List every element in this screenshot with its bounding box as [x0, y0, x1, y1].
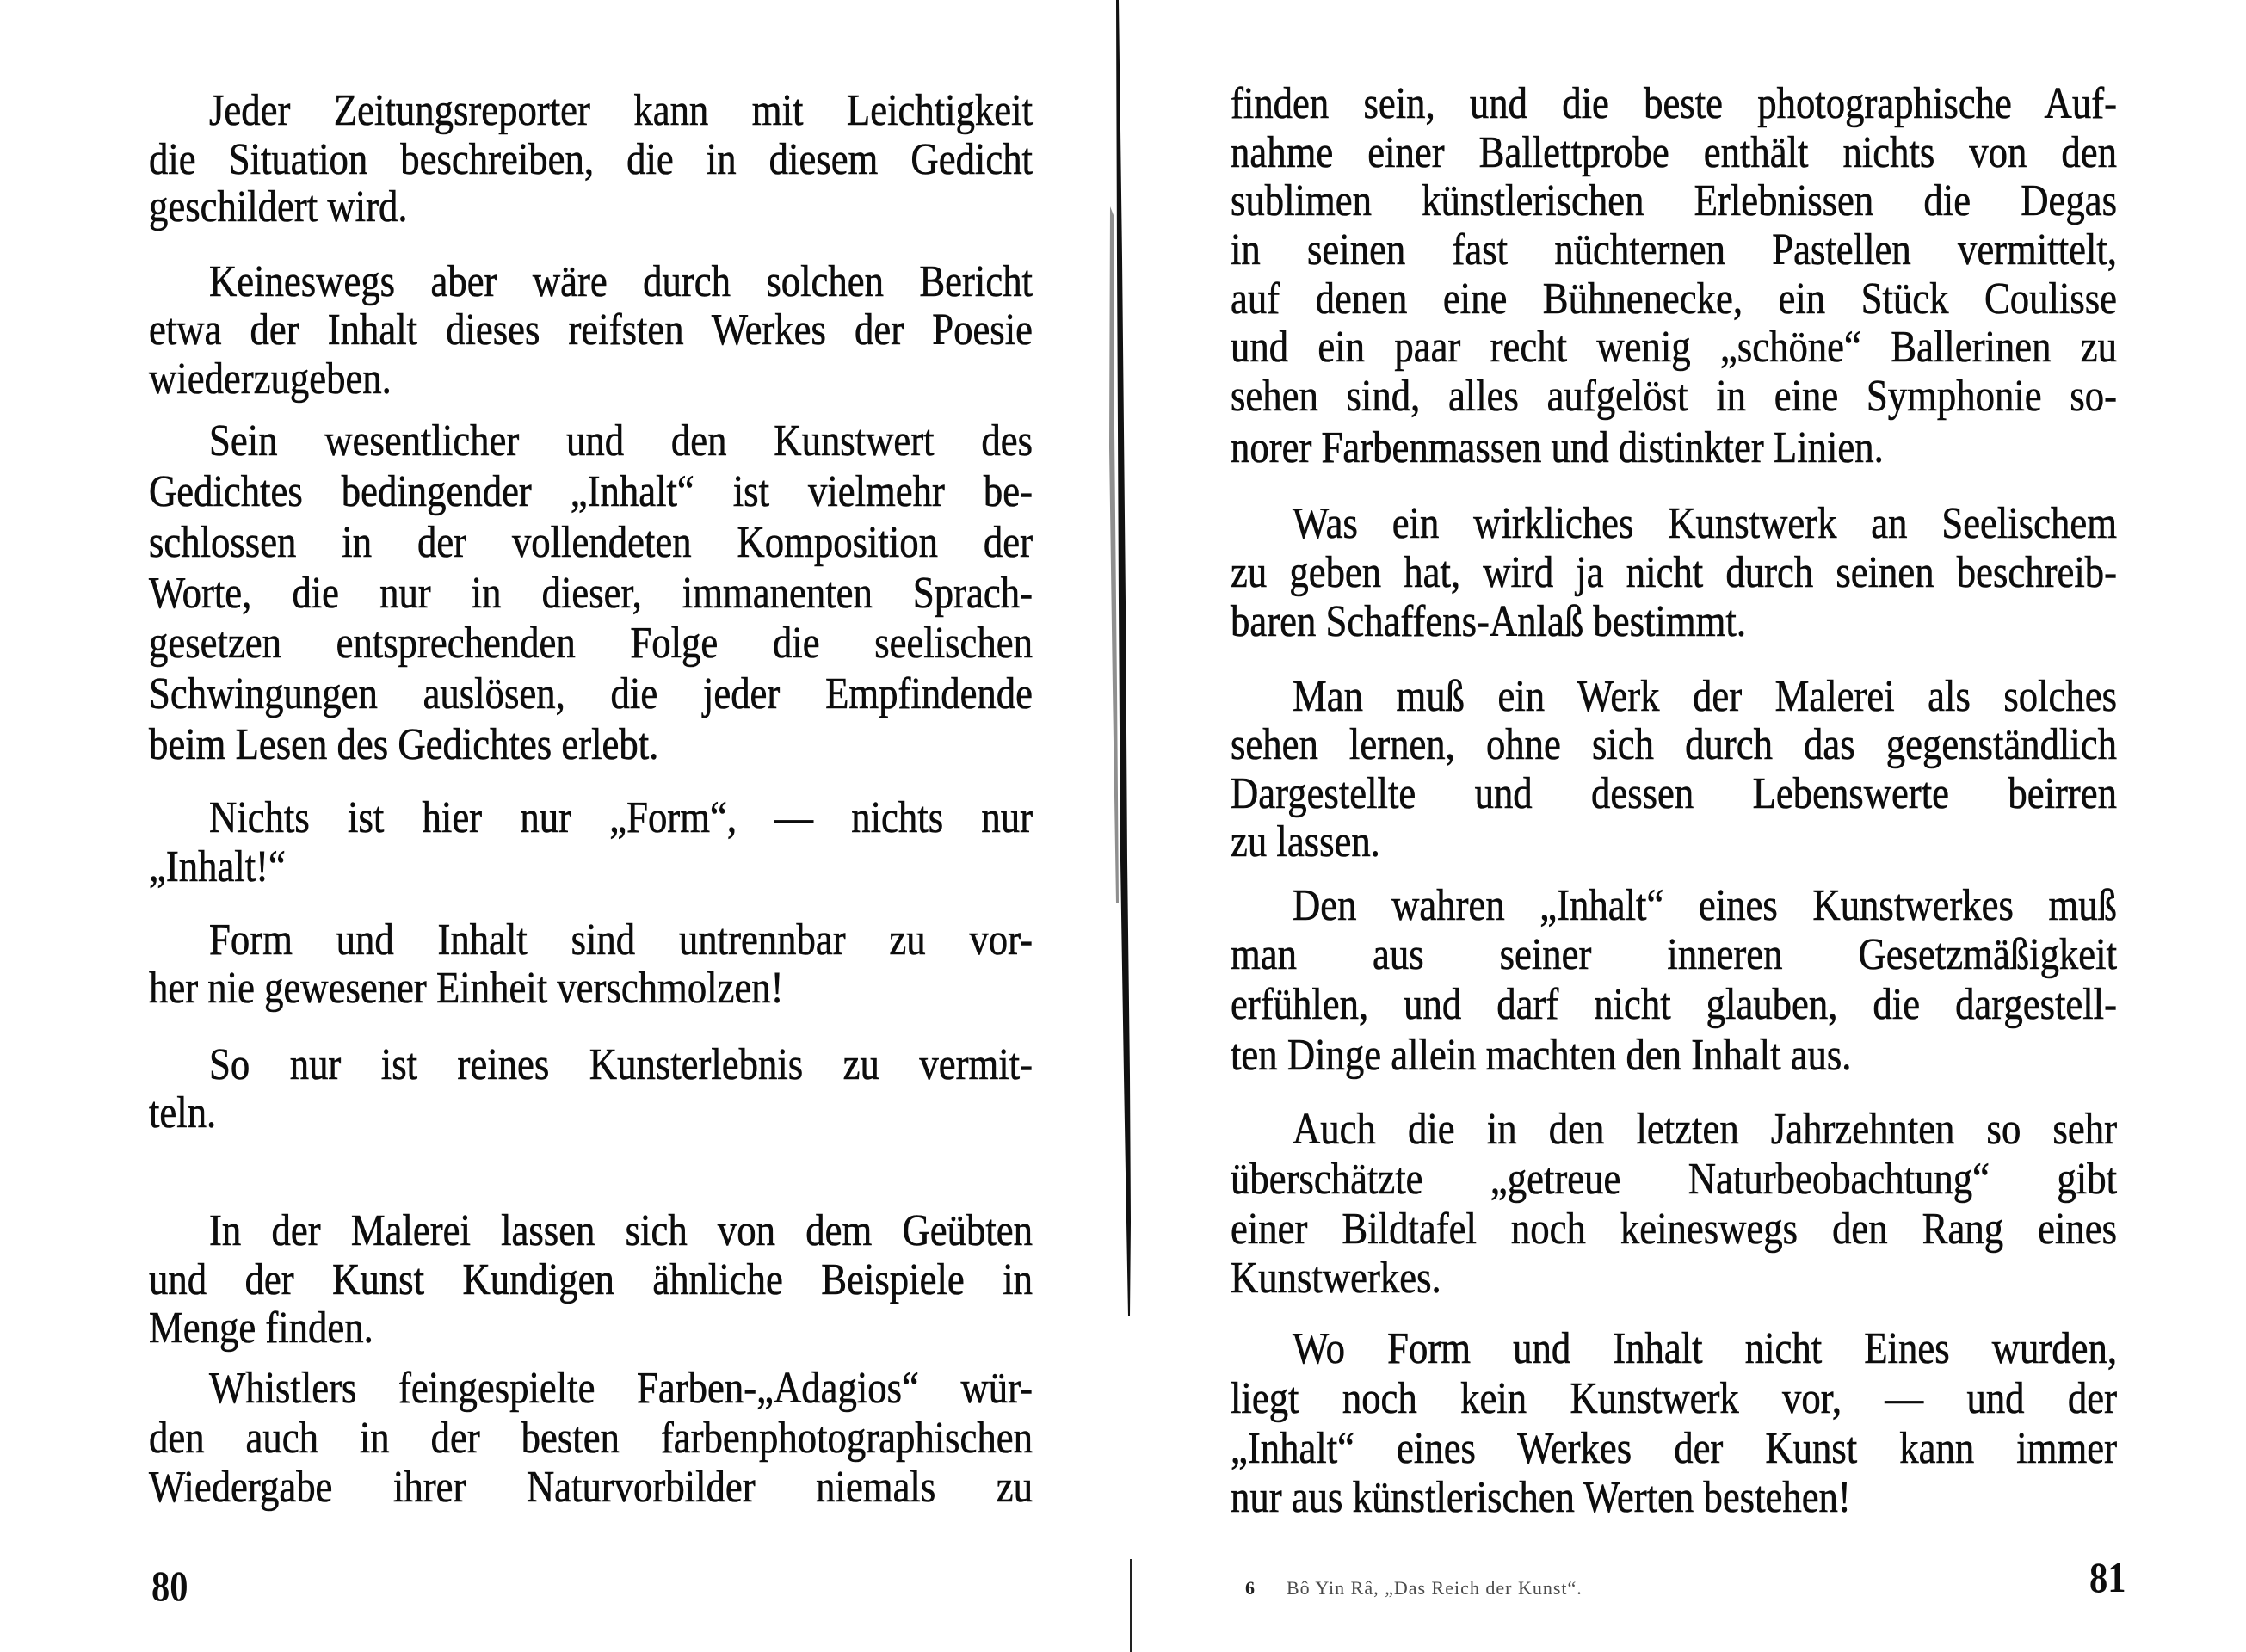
text-line: ten Dinge allein machten den Inhalt aus.	[1231, 1031, 1852, 1080]
text-line: baren Schaffens-Anlaß bestimmt.	[1231, 597, 1747, 646]
text-line: sublimen künstlerischen Erlebnissen die Degas	[1231, 176, 2117, 225]
text-line: Dargestellte und dessen Lebenswerte beirren	[1231, 769, 2117, 818]
text-line: und der Kunst Kundigen ähnliche Beispiele in	[149, 1255, 1033, 1304]
text-line: nahme einer Ballettprobe enthält nichts von den	[1231, 128, 2117, 177]
text-line: geschildert wird.	[149, 182, 408, 231]
page-number-left: 80	[151, 1562, 188, 1610]
text-line: Man muß ein Werk der Malerei als solches	[1293, 672, 2117, 721]
footnote-mark: 6	[1245, 1577, 1256, 1599]
text-line: Kunstwerkes.	[1231, 1254, 1441, 1303]
text-line: Was ein wirkliches Kunstwerk an Seelischem	[1293, 499, 2117, 548]
text-line: wiederzugeben.	[149, 354, 392, 404]
text-line: sehen sind, alles aufgelöst in eine Symphonie so-	[1231, 372, 2117, 421]
text-line: So nur ist reines Kunsterlebnis zu vermit-	[209, 1040, 1033, 1089]
text-line: Wiedergabe ihrer Naturvorbilder niemals zu	[149, 1463, 1033, 1512]
text-line: zu geben hat, wird ja nicht durch seinen beschreib-	[1231, 548, 2117, 597]
text-line: zu lassen.	[1231, 817, 1380, 866]
page-number-right: 81	[2089, 1553, 2126, 1601]
text-line: Sein wesentlicher und den Kunstwert des	[209, 416, 1033, 465]
footnote	[1245, 1578, 1583, 1599]
text-line: beim Lesen des Gedichtes erlebt.	[149, 720, 659, 769]
text-line: Keineswegs aber wäre durch solchen Bericht	[209, 257, 1033, 306]
footnote-text: Bô Yin Râ, „Das Reich der Kunst“.	[1287, 1577, 1583, 1599]
text-line: auf denen eine Bühnenecke, ein Stück Coulisse	[1231, 274, 2117, 324]
text-line: Whistlers feingespielte Farben-„Adagios“ wür-	[209, 1364, 1033, 1413]
text-line: Auch die in den letzten Jahrzehnten so sehr	[1293, 1105, 2117, 1154]
text-line: liegt noch kein Kunstwerk vor, — und der	[1231, 1374, 2117, 1423]
text-line: sehen lernen, ohne sich durch das gegenständlich	[1231, 720, 2117, 769]
text-line: Gedichtes bedingender „Inhalt“ ist vielmehr be-	[149, 467, 1033, 516]
text-line: einer Bildtafel noch keineswegs den Rang eines	[1231, 1205, 2117, 1254]
text-line: „Inhalt“ eines Werkes der Kunst kann immer	[1231, 1424, 2117, 1473]
text-line: schlossen in der vollendeten Komposition der	[149, 518, 1033, 567]
text-line: den auch in der besten farbenphotographischen	[149, 1414, 1033, 1463]
text-line: Schwingungen auslösen, die jeder Empfindende	[149, 669, 1033, 718]
text-line: nur aus künstlerischen Werten bestehen!	[1231, 1473, 1851, 1522]
text-line: norer Farbenmassen und distinkter Linien.	[1231, 423, 1884, 472]
text-line: und ein paar recht wenig „schöne“ Ballerinen zu	[1231, 323, 2117, 372]
text-line: finden sein, und die beste photographische Auf-	[1231, 79, 2117, 128]
text-line: in seinen fast nüchternen Pastellen vermittelt,	[1231, 225, 2117, 274]
text-line: überschätzte „getreue Naturbeobachtung“ gibt	[1231, 1155, 2117, 1204]
text-line: die Situation beschreiben, die in diesem Gedicht	[149, 135, 1033, 184]
left-page	[0, 0, 1119, 1652]
text-line: teln.	[149, 1088, 217, 1137]
text-line: her nie gewesener Einheit verschmolzen!	[149, 964, 784, 1013]
text-line: Nichts ist hier nur „Form“, — nichts nur	[209, 793, 1033, 842]
text-line: man aus seiner inneren Gesetzmäßigkeit	[1231, 930, 2117, 979]
text-line: etwa der Inhalt dieses reifsten Werkes der Poesie	[149, 305, 1033, 354]
text-line: Menge finden.	[149, 1304, 373, 1353]
text-line: Form und Inhalt sind untrennbar zu vor-	[209, 915, 1033, 965]
text-line: gesetzen entsprechenden Folge die seelischen	[149, 619, 1033, 668]
text-line: Worte, die nur in dieser, immanenten Sprach-	[149, 569, 1033, 618]
text-line: „Inhalt!“	[149, 842, 286, 891]
right-page	[1119, 0, 2246, 1652]
text-line: In der Malerei lassen sich von dem Geübten	[209, 1206, 1033, 1255]
text-line: Wo Form und Inhalt nicht Eines wurden,	[1293, 1324, 2117, 1373]
text-line: erfühlen, und darf nicht glauben, die dargestell-	[1231, 980, 2117, 1029]
text-line: Jeder Zeitungsreporter kann mit Leichtigkeit	[209, 86, 1033, 135]
text-line: Den wahren „Inhalt“ eines Kunstwerkes muß	[1293, 881, 2117, 930]
